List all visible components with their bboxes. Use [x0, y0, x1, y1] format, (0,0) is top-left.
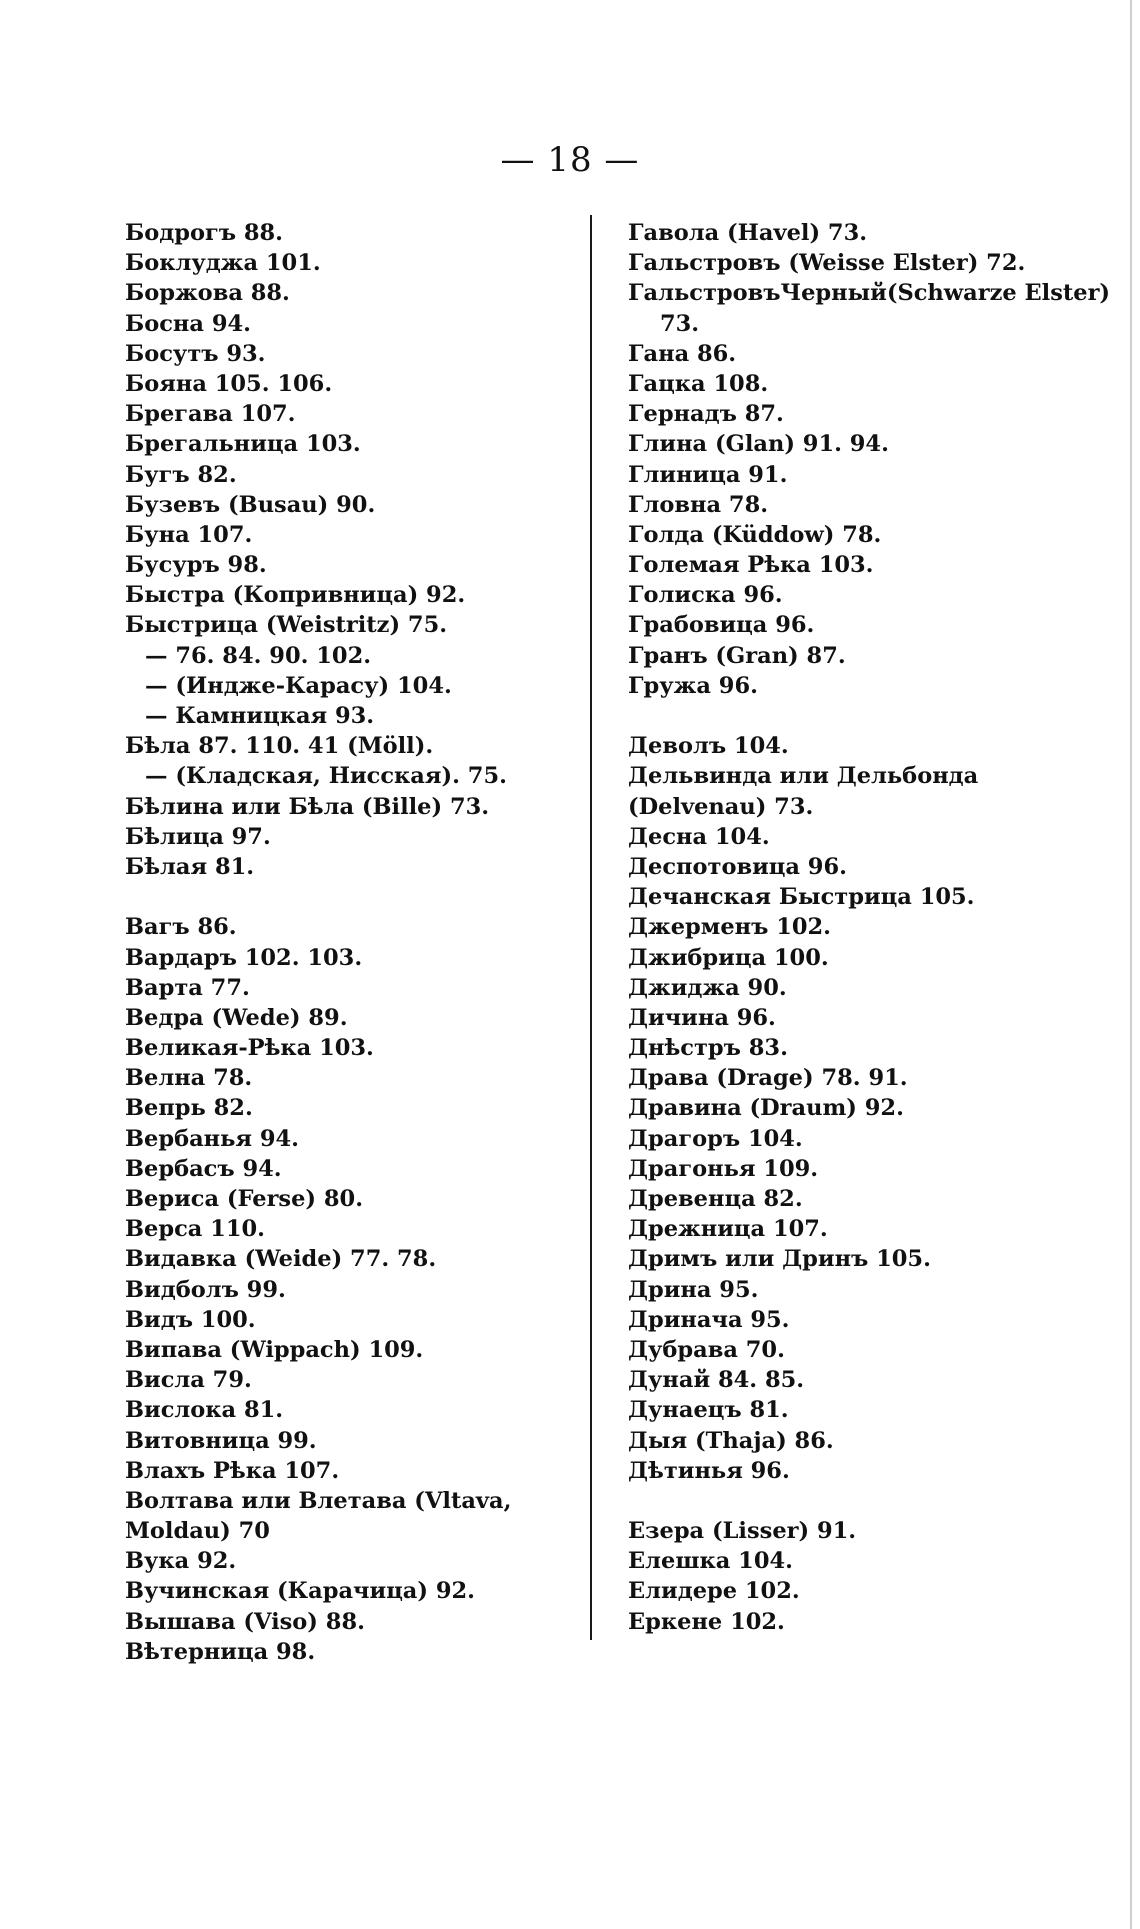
index-entry: Варта 77. — [125, 974, 250, 1001]
index-entry: Брегальница 103. — [125, 431, 361, 458]
index-entry: Гловна 78. — [628, 491, 769, 518]
page-number: — 18 — — [500, 140, 640, 180]
index-entry: Дѣтинья 96. — [628, 1457, 790, 1484]
index-entry: Гружа 96. — [628, 672, 758, 699]
index-entry: Бусуръ 98. — [125, 552, 267, 579]
index-entry: Вѣтерница 98. — [125, 1638, 316, 1665]
index-entry: Вагъ 86. — [125, 914, 237, 941]
index-entry: Дыя (Thaja) 86. — [628, 1427, 834, 1454]
index-entry: ГальстровъЧерный(Schwarze Elster) — [628, 280, 1111, 307]
index-entry: Вучинская (Карачица) 92. — [125, 1578, 476, 1605]
page-edge-line — [1130, 0, 1132, 1929]
index-entry: Гана 86. — [628, 340, 737, 367]
index-entry: Вислока 81. — [125, 1397, 284, 1424]
index-entry: Древенца 82. — [628, 1186, 803, 1213]
index-entry: Деспотовица 96. — [628, 853, 847, 880]
index-entry: Боржова 88. — [125, 280, 290, 307]
index-entry: Быстрица (Weistritz) 75. — [125, 612, 448, 639]
index-entry: Влахъ Рѣка 107. — [125, 1457, 340, 1484]
index-entry: Вепрь 82. — [125, 1095, 253, 1122]
index-column-left — [125, 218, 565, 1667]
index-entry: Бояна 105. 106. — [125, 370, 333, 397]
index-entry: Деволъ 104. — [628, 733, 789, 760]
index-entry: Бузевъ (Busau) 90. — [125, 491, 376, 518]
index-entry: Гавола (Havel) 73. — [628, 220, 868, 246]
index-entry: Босутъ 93. — [125, 340, 266, 367]
index-entry: Буна 107. — [125, 521, 253, 548]
column-divider — [590, 215, 592, 1640]
index-entry: Еркене 102. — [628, 1608, 785, 1635]
index-entry: Драва (Drage) 78. 91. — [628, 1065, 908, 1092]
index-entry: — (Индже-Карасу) 104. — [145, 672, 452, 699]
index-entry: — (Кладская, Нисская). 75. — [145, 763, 507, 790]
index-entry: Бѣлина или Бѣла (Bille) 73. — [125, 793, 490, 820]
index-entry: Велна 78. — [125, 1065, 253, 1092]
index-entry: — Камницкая 93. — [145, 703, 375, 729]
index-entry: Великая-Рѣка 103. — [125, 1035, 374, 1062]
index-entry: Гернадъ 87. — [628, 401, 784, 428]
index-entry: Дрина 95. — [628, 1276, 759, 1303]
index-entry: Джиджа 90. — [628, 974, 787, 1001]
index-entry: Големая Рѣка 103. — [628, 552, 874, 579]
index-entry: Дримъ или Дринъ 105. — [628, 1246, 931, 1273]
index-entry: Джерменъ 102. — [628, 914, 831, 941]
index-entry: Дринача 95. — [628, 1306, 790, 1333]
index-entry: Глиница 91. — [628, 461, 788, 488]
index-entry: Дичина 96. — [628, 1004, 776, 1031]
index-entry: Вербанья 94. — [125, 1125, 299, 1152]
index-entry: Видболъ 99. — [125, 1276, 286, 1303]
index-entry: Дечанская Быстрица 105. — [628, 884, 975, 911]
index-entry: Голда (Küddow) 78. — [628, 521, 882, 548]
index-entry: Быстра (Копривница) 92. — [125, 582, 466, 609]
index-column-right — [628, 218, 1111, 1637]
index-entry: Бѣлая 81. — [125, 853, 255, 880]
index-entry: Випава (Wippach) 109. — [125, 1336, 424, 1363]
index-entry: Волтава или Влетава (Vltava, Moldau) 70 — [125, 1487, 512, 1545]
index-entry: Десна 104. — [628, 823, 770, 850]
index-entry: Бѣла 87. 110. 41 (Möll). — [125, 733, 434, 760]
index-entry: Вербасъ 94. — [125, 1155, 282, 1182]
index-entry: Вардаръ 102. 103. — [125, 944, 363, 971]
index-entry: Боклуджа 101. — [125, 250, 321, 277]
index-entry: Дрежница 107. — [628, 1216, 828, 1243]
index-entry: — 76. 84. 90. 102. — [145, 642, 372, 669]
index-entry: Гацка 108. — [628, 370, 769, 397]
index-entry: Дунаецъ 81. — [628, 1397, 789, 1424]
index-entry: Босна 94. — [125, 310, 251, 337]
index-entry: Верса 110. — [125, 1216, 265, 1243]
index-entry: Джибрица 100. — [628, 944, 829, 971]
index-entry: Дунай 84. 85. — [628, 1367, 805, 1394]
index-entry: Ведра (Wede) 89. — [125, 1004, 348, 1031]
index-entry: Бодрогъ 88. — [125, 220, 283, 246]
index-entry: Гальстровъ (Weisse Elster) 72. — [628, 250, 1026, 277]
index-entry: Вериса (Ferse) 80. — [125, 1186, 364, 1212]
index-entry: Вышава (Viso) 88. — [125, 1608, 365, 1635]
index-entry: Елидере 102. — [628, 1578, 800, 1605]
index-entry: Видъ 100. — [125, 1306, 256, 1333]
index-entry: Елешка 104. — [628, 1548, 793, 1575]
index-entry: Драгонья 109. — [628, 1155, 819, 1182]
index-entry: Дубрава 70. — [628, 1336, 785, 1363]
index-entry: Гранъ (Gran) 87. — [628, 642, 846, 669]
index-entry: Днѣстръ 83. — [628, 1035, 788, 1062]
index-entry: 73. — [660, 310, 700, 337]
index-entry: Драгоръ 104. — [628, 1125, 803, 1152]
index-entry: Витовница 99. — [125, 1427, 317, 1454]
index-entry: Брегава 107. — [125, 401, 296, 428]
index-entry: Видавка (Weide) 77. 78. — [125, 1246, 437, 1273]
index-entry: Вука 92. — [125, 1548, 237, 1575]
index-entry: Дравина (Draum) 92. — [628, 1095, 904, 1122]
index-entry: Голиска 96. — [628, 582, 783, 609]
index-entry: Дельвинда или Дельбонда (Delvenau) 73. — [628, 763, 979, 820]
index-entry: Бугъ 82. — [125, 461, 237, 488]
index-entry: Бѣлица 97. — [125, 823, 271, 850]
index-entry: Висла 79. — [125, 1367, 252, 1394]
index-entry: Езера (Lisser) 91. — [628, 1518, 857, 1545]
index-entry: Глина (Glan) 91. 94. — [628, 431, 889, 458]
index-entry: Грабовица 96. — [628, 612, 815, 639]
